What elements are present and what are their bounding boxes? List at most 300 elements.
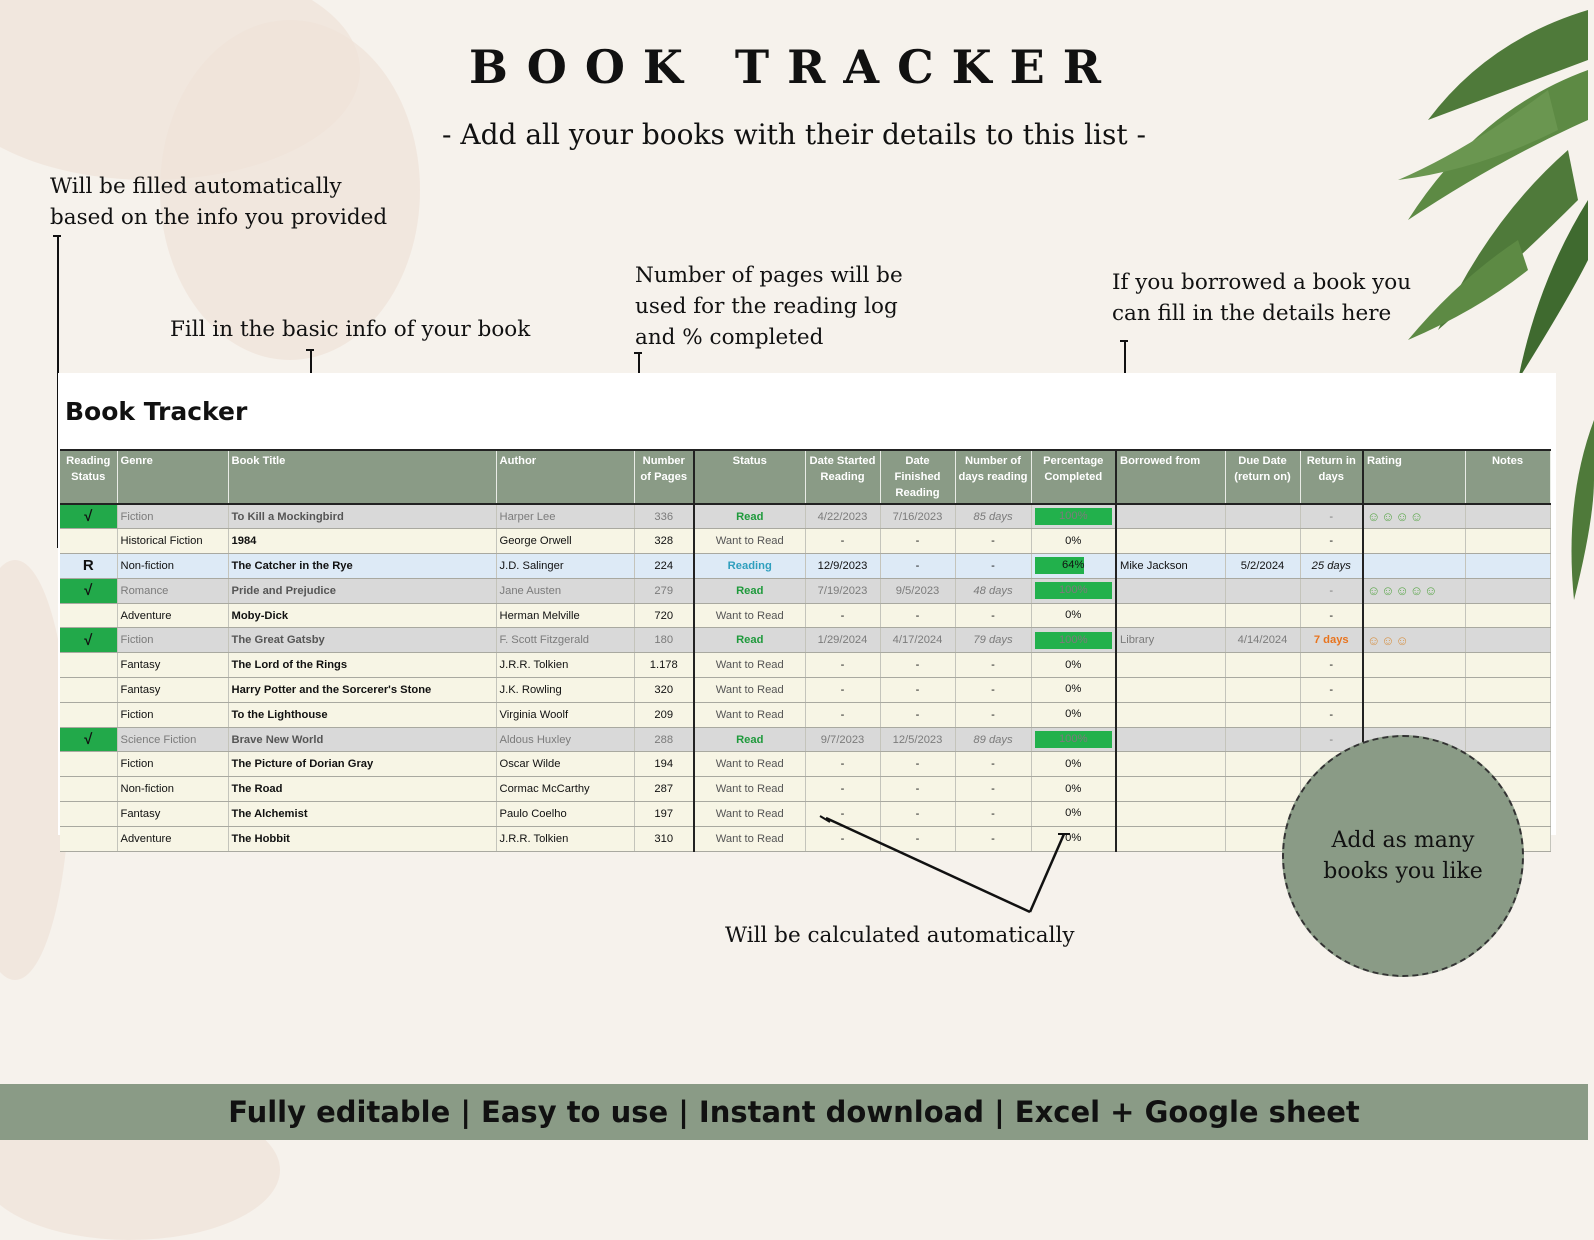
status-cell[interactable] bbox=[694, 802, 805, 827]
status-cell-text: Want to Read bbox=[715, 807, 784, 820]
note-borrowed: If you borrowed a book you can fill in the details here bbox=[1112, 270, 1412, 326]
progress-label: 100% bbox=[1058, 733, 1088, 746]
days-reading-cell[interactable] bbox=[955, 529, 1031, 554]
genre-cell[interactable] bbox=[117, 603, 228, 628]
progress-bar bbox=[1035, 557, 1113, 574]
status-cell-text: Read bbox=[736, 584, 764, 597]
percentage-cell[interactable] bbox=[1031, 653, 1116, 678]
table-row[interactable] bbox=[60, 653, 1550, 678]
genre-cell[interactable] bbox=[117, 653, 228, 678]
genre-cell[interactable] bbox=[117, 678, 228, 703]
book-title-cell[interactable] bbox=[228, 653, 496, 678]
progress-label: 64% bbox=[1062, 559, 1085, 572]
date-finished-cell[interactable] bbox=[880, 678, 955, 703]
pages-cell[interactable] bbox=[634, 529, 694, 554]
author-cell[interactable] bbox=[496, 603, 634, 628]
reading-status-cell-text: √ bbox=[84, 508, 93, 526]
date-started-cell-text: - bbox=[840, 783, 845, 796]
reading-status-cell[interactable] bbox=[60, 504, 117, 529]
reading-status-cell-text: R bbox=[82, 557, 94, 575]
percentage-cell[interactable] bbox=[1031, 752, 1116, 777]
date-started-cell-text: - bbox=[840, 832, 845, 845]
author-cell-text: Herman Melville bbox=[499, 609, 580, 622]
book-title-cell[interactable] bbox=[228, 578, 496, 603]
book-title-cell[interactable] bbox=[228, 826, 496, 851]
days-reading-cell[interactable] bbox=[955, 603, 1031, 628]
book-title-cell-text: The Great Gatsby bbox=[231, 634, 325, 647]
pages-cell[interactable] bbox=[634, 802, 694, 827]
book-title-cell[interactable] bbox=[228, 727, 496, 752]
pages-cell-text: 194 bbox=[654, 758, 674, 771]
table-row[interactable] bbox=[60, 578, 1550, 603]
status-cell-text: Reading bbox=[727, 559, 772, 572]
days-reading-cell-text: 79 days bbox=[973, 634, 1013, 647]
borrowed-from-cell[interactable] bbox=[1116, 554, 1225, 579]
pages-cell[interactable] bbox=[634, 603, 694, 628]
column-header[interactable]: Borrowed from bbox=[1116, 450, 1225, 504]
date-started-cell-text: - bbox=[840, 609, 845, 622]
date-started-cell[interactable] bbox=[805, 628, 880, 653]
reading-status-cell[interactable] bbox=[60, 777, 117, 802]
genre-cell[interactable] bbox=[117, 628, 228, 653]
date-finished-cell[interactable] bbox=[880, 653, 955, 678]
due-date-cell[interactable] bbox=[1225, 504, 1300, 529]
status-cell[interactable] bbox=[694, 603, 805, 628]
reading-status-cell[interactable] bbox=[60, 727, 117, 752]
notes-cell[interactable] bbox=[1465, 678, 1550, 703]
date-started-cell[interactable] bbox=[805, 678, 880, 703]
date-finished-cell-text: - bbox=[915, 535, 920, 548]
due-date-cell[interactable] bbox=[1225, 603, 1300, 628]
date-finished-cell[interactable] bbox=[880, 777, 955, 802]
borrowed-from-cell[interactable] bbox=[1116, 529, 1225, 554]
return-days-cell-text: - bbox=[1329, 708, 1334, 721]
book-title-cell[interactable] bbox=[228, 777, 496, 802]
book-title-cell-text: To Kill a Mockingbird bbox=[231, 510, 344, 523]
column-header[interactable]: Due Date (return on) bbox=[1225, 450, 1300, 504]
status-cell[interactable] bbox=[694, 727, 805, 752]
rating-cell[interactable] bbox=[1363, 529, 1465, 554]
borrowed-from-cell[interactable] bbox=[1116, 727, 1225, 752]
book-title-cell[interactable] bbox=[228, 752, 496, 777]
table-row[interactable] bbox=[60, 702, 1550, 727]
due-date-cell[interactable] bbox=[1225, 702, 1300, 727]
due-date-cell[interactable] bbox=[1225, 529, 1300, 554]
table-row[interactable] bbox=[60, 529, 1550, 554]
days-reading-cell-text: 89 days bbox=[973, 733, 1013, 746]
date-started-cell-text: 7/19/2023 bbox=[817, 584, 868, 597]
author-cell[interactable] bbox=[496, 529, 634, 554]
return-days-cell[interactable] bbox=[1300, 653, 1363, 678]
genre-cell[interactable] bbox=[117, 529, 228, 554]
book-title-cell[interactable] bbox=[228, 678, 496, 703]
days-reading-cell[interactable] bbox=[955, 702, 1031, 727]
notes-cell[interactable] bbox=[1465, 554, 1550, 579]
pages-cell[interactable] bbox=[634, 504, 694, 529]
genre-cell[interactable] bbox=[117, 727, 228, 752]
pages-cell[interactable] bbox=[634, 777, 694, 802]
book-title-cell[interactable] bbox=[228, 603, 496, 628]
pages-cell[interactable] bbox=[634, 678, 694, 703]
notes-cell[interactable] bbox=[1465, 504, 1550, 529]
genre-cell-text: Historical Fiction bbox=[120, 535, 203, 548]
author-cell[interactable] bbox=[496, 752, 634, 777]
table-row[interactable] bbox=[60, 727, 1550, 752]
notes-cell[interactable] bbox=[1465, 727, 1550, 752]
reading-status-cell[interactable] bbox=[60, 628, 117, 653]
due-date-cell[interactable] bbox=[1225, 628, 1300, 653]
reading-status-cell-text: √ bbox=[84, 631, 93, 649]
pages-cell-text: 720 bbox=[654, 609, 674, 622]
return-days-cell[interactable] bbox=[1300, 702, 1363, 727]
author-cell[interactable] bbox=[496, 826, 634, 851]
pages-cell[interactable] bbox=[634, 554, 694, 579]
reading-status-cell[interactable] bbox=[60, 578, 117, 603]
status-cell[interactable] bbox=[694, 504, 805, 529]
status-cell-text: Want to Read bbox=[715, 758, 784, 771]
progress-label: 100% bbox=[1058, 633, 1088, 646]
book-title-cell[interactable] bbox=[228, 504, 496, 529]
days-reading-cell[interactable] bbox=[955, 678, 1031, 703]
status-cell[interactable] bbox=[694, 529, 805, 554]
book-title-cell[interactable] bbox=[228, 628, 496, 653]
genre-cell[interactable] bbox=[117, 504, 228, 529]
progress-label: 100% bbox=[1058, 510, 1088, 523]
progress-label: 0% bbox=[1065, 807, 1082, 820]
days-reading-cell-text: - bbox=[991, 807, 995, 820]
column-header[interactable]: Return in days bbox=[1300, 450, 1363, 504]
date-started-cell[interactable] bbox=[805, 554, 880, 579]
page-title: BOOK TRACKER bbox=[469, 40, 1119, 94]
column-header[interactable]: Date Started Reading bbox=[805, 450, 880, 504]
status-cell-text: Want to Read bbox=[715, 683, 784, 696]
days-reading-cell[interactable] bbox=[955, 777, 1031, 802]
due-date-cell[interactable] bbox=[1225, 727, 1300, 752]
progress-label: 0% bbox=[1065, 658, 1082, 671]
due-date-cell[interactable] bbox=[1225, 678, 1300, 703]
notes-cell[interactable] bbox=[1465, 653, 1550, 678]
date-started-cell-text: 1/29/2024 bbox=[817, 634, 868, 647]
author-cell[interactable] bbox=[496, 802, 634, 827]
date-finished-cell-text: - bbox=[915, 708, 920, 721]
notes-cell[interactable] bbox=[1465, 529, 1550, 554]
return-days-cell[interactable] bbox=[1300, 554, 1363, 579]
progress-label: 0% bbox=[1065, 757, 1082, 770]
status-cell-text: Want to Read bbox=[715, 832, 784, 845]
date-started-cell[interactable] bbox=[805, 578, 880, 603]
date-finished-cell[interactable] bbox=[880, 752, 955, 777]
date-started-cell[interactable] bbox=[805, 752, 880, 777]
status-cell[interactable] bbox=[694, 653, 805, 678]
pages-cell[interactable] bbox=[634, 752, 694, 777]
table-row[interactable] bbox=[60, 504, 1550, 529]
status-cell[interactable] bbox=[694, 578, 805, 603]
days-reading-cell-text: - bbox=[991, 832, 995, 845]
borrowed-from-cell[interactable] bbox=[1116, 628, 1225, 653]
genre-cell-text: Romance bbox=[120, 584, 169, 597]
status-cell-text: Want to Read bbox=[715, 535, 784, 548]
book-title-cell-text: Brave New World bbox=[231, 733, 324, 746]
genre-cell[interactable] bbox=[117, 578, 228, 603]
genre-cell-text: Fiction bbox=[120, 634, 154, 647]
percentage-cell[interactable] bbox=[1031, 578, 1116, 603]
reading-status-cell[interactable] bbox=[60, 554, 117, 579]
date-finished-cell-text: - bbox=[915, 683, 920, 696]
days-reading-cell[interactable] bbox=[955, 578, 1031, 603]
progress-bar bbox=[1035, 508, 1113, 525]
pages-cell-text: 279 bbox=[654, 584, 674, 597]
book-title-cell[interactable] bbox=[228, 529, 496, 554]
smiley-rating-icon: ☺☺☺☺☺ bbox=[1367, 583, 1439, 599]
date-started-cell[interactable] bbox=[805, 653, 880, 678]
percentage-cell[interactable] bbox=[1031, 603, 1116, 628]
percentage-cell[interactable] bbox=[1031, 504, 1116, 529]
column-header[interactable]: Date Finished Reading bbox=[880, 450, 955, 504]
days-reading-cell-text: 85 days bbox=[973, 510, 1013, 523]
progress-bar bbox=[1035, 533, 1113, 550]
genre-cell-text: Non-fiction bbox=[120, 783, 174, 796]
date-finished-cell[interactable] bbox=[880, 504, 955, 529]
pages-cell-text: 209 bbox=[654, 708, 674, 721]
borrowed-from-cell[interactable] bbox=[1116, 802, 1225, 827]
notes-cell[interactable] bbox=[1465, 578, 1550, 603]
due-date-cell[interactable] bbox=[1225, 777, 1300, 802]
column-header[interactable]: Author bbox=[496, 450, 634, 504]
reading-status-cell[interactable] bbox=[60, 529, 117, 554]
status-cell[interactable] bbox=[694, 752, 805, 777]
due-date-cell[interactable] bbox=[1225, 578, 1300, 603]
reading-status-cell[interactable] bbox=[60, 653, 117, 678]
borrowed-from-cell[interactable] bbox=[1116, 678, 1225, 703]
author-cell-text: J.D. Salinger bbox=[499, 559, 564, 572]
percentage-cell[interactable] bbox=[1031, 529, 1116, 554]
author-cell[interactable] bbox=[496, 678, 634, 703]
column-header[interactable]: Number of Pages bbox=[634, 450, 694, 504]
date-finished-cell[interactable] bbox=[880, 554, 955, 579]
rating-cell[interactable] bbox=[1363, 702, 1465, 727]
book-title-cell-text: The Hobbit bbox=[231, 832, 290, 845]
book-title-cell[interactable] bbox=[228, 702, 496, 727]
genre-cell[interactable] bbox=[117, 826, 228, 851]
return-days-cell[interactable] bbox=[1300, 529, 1363, 554]
genre-cell[interactable] bbox=[117, 802, 228, 827]
note-pages: Number of pages will be used for the reading log and % completed bbox=[635, 263, 903, 350]
genre-cell[interactable] bbox=[117, 702, 228, 727]
percentage-cell[interactable] bbox=[1031, 554, 1116, 579]
date-finished-cell[interactable] bbox=[880, 603, 955, 628]
percentage-cell[interactable] bbox=[1031, 702, 1116, 727]
notes-cell[interactable] bbox=[1465, 603, 1550, 628]
date-finished-cell[interactable] bbox=[880, 702, 955, 727]
genre-cell-text: Fantasy bbox=[120, 807, 161, 820]
add-many-badge: Add as many books you like bbox=[1282, 735, 1524, 977]
percentage-cell[interactable] bbox=[1031, 628, 1116, 653]
author-cell[interactable] bbox=[496, 727, 634, 752]
pages-cell[interactable] bbox=[634, 653, 694, 678]
date-started-cell-text: - bbox=[840, 758, 845, 771]
due-date-cell[interactable] bbox=[1225, 554, 1300, 579]
pages-cell-text: 1.178 bbox=[649, 659, 678, 672]
date-finished-cell-text: 12/5/2023 bbox=[892, 733, 943, 746]
author-cell-text: Paulo Coelho bbox=[499, 807, 567, 820]
borrowed-from-cell[interactable] bbox=[1116, 752, 1225, 777]
date-started-cell[interactable] bbox=[805, 777, 880, 802]
genre-cell[interactable] bbox=[117, 554, 228, 579]
status-cell[interactable] bbox=[694, 554, 805, 579]
column-header[interactable]: Rating bbox=[1363, 450, 1465, 504]
rating-cell[interactable] bbox=[1363, 504, 1465, 529]
author-cell[interactable] bbox=[496, 777, 634, 802]
date-finished-cell[interactable] bbox=[880, 578, 955, 603]
rating-cell[interactable] bbox=[1363, 603, 1465, 628]
book-title-cell-text: The Road bbox=[231, 783, 283, 796]
date-started-cell[interactable] bbox=[805, 727, 880, 752]
column-header[interactable]: Number of days reading bbox=[955, 450, 1031, 504]
reading-status-cell[interactable] bbox=[60, 826, 117, 851]
days-reading-cell[interactable] bbox=[955, 554, 1031, 579]
status-cell-text: Want to Read bbox=[715, 708, 784, 721]
percentage-cell[interactable] bbox=[1031, 678, 1116, 703]
column-header[interactable]: Book Title bbox=[228, 450, 496, 504]
percentage-cell[interactable] bbox=[1031, 727, 1116, 752]
rating-cell[interactable] bbox=[1363, 554, 1465, 579]
borrowed-from-cell[interactable] bbox=[1116, 777, 1225, 802]
borrowed-from-cell[interactable] bbox=[1116, 702, 1225, 727]
author-cell[interactable] bbox=[496, 628, 634, 653]
reading-status-cell[interactable] bbox=[60, 702, 117, 727]
author-cell-text: J.R.R. Tolkien bbox=[499, 659, 569, 672]
return-days-cell[interactable] bbox=[1300, 578, 1363, 603]
date-started-cell-text: - bbox=[840, 807, 845, 820]
date-finished-cell[interactable] bbox=[880, 727, 955, 752]
due-date-cell[interactable] bbox=[1225, 653, 1300, 678]
return-days-cell-text: - bbox=[1329, 609, 1334, 622]
date-started-cell[interactable] bbox=[805, 529, 880, 554]
note-calculated: Will be calculated automatically bbox=[725, 923, 1075, 948]
date-finished-cell-text: - bbox=[915, 783, 920, 796]
reading-status-cell[interactable] bbox=[60, 752, 117, 777]
reading-status-cell[interactable] bbox=[60, 802, 117, 827]
borrowed-from-cell[interactable] bbox=[1116, 578, 1225, 603]
days-reading-cell[interactable] bbox=[955, 504, 1031, 529]
reading-status-cell[interactable] bbox=[60, 603, 117, 628]
pointer-tick bbox=[53, 235, 61, 237]
progress-bar bbox=[1035, 781, 1113, 798]
status-cell[interactable] bbox=[694, 628, 805, 653]
return-days-cell[interactable] bbox=[1300, 628, 1363, 653]
book-title-cell-text: 1984 bbox=[231, 535, 257, 548]
percentage-cell[interactable] bbox=[1031, 777, 1116, 802]
author-cell-text: George Orwell bbox=[499, 535, 572, 548]
borrowed-from-cell[interactable] bbox=[1116, 826, 1225, 851]
note-auto-fill: Will be filled automatically based on the info you provided bbox=[50, 174, 388, 230]
borrowed-from-cell[interactable] bbox=[1116, 603, 1225, 628]
return-days-cell[interactable] bbox=[1300, 504, 1363, 529]
column-header[interactable]: Status bbox=[694, 450, 805, 504]
pointer-tick bbox=[306, 349, 314, 351]
author-cell[interactable] bbox=[496, 578, 634, 603]
book-title-cell-text: The Catcher in the Rye bbox=[231, 559, 353, 572]
notes-cell[interactable] bbox=[1465, 702, 1550, 727]
column-header[interactable]: Notes bbox=[1465, 450, 1550, 504]
rating-cell[interactable] bbox=[1363, 653, 1465, 678]
due-date-cell[interactable] bbox=[1225, 752, 1300, 777]
progress-label: 0% bbox=[1065, 609, 1082, 622]
progress-bar bbox=[1035, 582, 1113, 599]
return-days-cell[interactable] bbox=[1300, 603, 1363, 628]
table-row[interactable] bbox=[60, 678, 1550, 703]
date-started-cell[interactable] bbox=[805, 603, 880, 628]
status-cell[interactable] bbox=[694, 777, 805, 802]
status-cell-text: Want to Read bbox=[715, 609, 784, 622]
date-started-cell-text: - bbox=[840, 708, 845, 721]
pointer-tick bbox=[1120, 340, 1128, 342]
return-days-cell-text: - bbox=[1329, 510, 1334, 523]
date-started-cell[interactable] bbox=[805, 504, 880, 529]
book-title-cell[interactable] bbox=[228, 554, 496, 579]
borrowed-from-cell[interactable] bbox=[1116, 504, 1225, 529]
pointer-tick bbox=[634, 352, 642, 354]
progress-bar bbox=[1035, 731, 1113, 748]
pages-cell[interactable] bbox=[634, 628, 694, 653]
borrowed-from-cell[interactable] bbox=[1116, 653, 1225, 678]
genre-cell[interactable] bbox=[117, 777, 228, 802]
notes-cell[interactable] bbox=[1465, 628, 1550, 653]
genre-cell-text: Adventure bbox=[120, 832, 172, 845]
column-header[interactable]: Reading Status bbox=[60, 450, 117, 504]
column-header[interactable]: Percentage Completed bbox=[1031, 450, 1116, 504]
pages-cell[interactable] bbox=[634, 727, 694, 752]
days-reading-cell[interactable] bbox=[955, 653, 1031, 678]
return-days-cell-text: - bbox=[1329, 584, 1334, 597]
rating-cell[interactable] bbox=[1363, 678, 1465, 703]
table-row[interactable] bbox=[60, 554, 1550, 579]
progress-label: 0% bbox=[1065, 708, 1082, 721]
author-cell[interactable] bbox=[496, 702, 634, 727]
author-cell[interactable] bbox=[496, 653, 634, 678]
pages-cell[interactable] bbox=[634, 702, 694, 727]
days-reading-cell[interactable] bbox=[955, 628, 1031, 653]
table-row[interactable] bbox=[60, 628, 1550, 653]
date-finished-cell[interactable] bbox=[880, 529, 955, 554]
pages-cell[interactable] bbox=[634, 826, 694, 851]
pages-cell[interactable] bbox=[634, 578, 694, 603]
book-title-cell[interactable] bbox=[228, 802, 496, 827]
rating-cell[interactable] bbox=[1363, 578, 1465, 603]
date-finished-cell[interactable] bbox=[880, 628, 955, 653]
author-cell-text: Virginia Woolf bbox=[499, 708, 569, 721]
date-started-cell[interactable] bbox=[805, 702, 880, 727]
book-title-cell-text: The Lord of the Rings bbox=[231, 659, 348, 672]
days-reading-cell[interactable] bbox=[955, 752, 1031, 777]
reading-status-cell[interactable] bbox=[60, 678, 117, 703]
date-started-cell-text: 9/7/2023 bbox=[820, 733, 865, 746]
author-cell-text: F. Scott Fitzgerald bbox=[499, 634, 590, 647]
genre-cell-text: Fiction bbox=[120, 758, 154, 771]
rating-cell[interactable] bbox=[1363, 628, 1465, 653]
genre-cell[interactable] bbox=[117, 752, 228, 777]
status-cell[interactable] bbox=[694, 702, 805, 727]
status-cell[interactable] bbox=[694, 678, 805, 703]
return-days-cell[interactable] bbox=[1300, 678, 1363, 703]
column-header[interactable]: Genre bbox=[117, 450, 228, 504]
status-cell[interactable] bbox=[694, 826, 805, 851]
author-cell[interactable] bbox=[496, 504, 634, 529]
days-reading-cell[interactable] bbox=[955, 727, 1031, 752]
status-cell-text: Read bbox=[736, 634, 764, 647]
table-row[interactable] bbox=[60, 603, 1550, 628]
author-cell[interactable] bbox=[496, 554, 634, 579]
